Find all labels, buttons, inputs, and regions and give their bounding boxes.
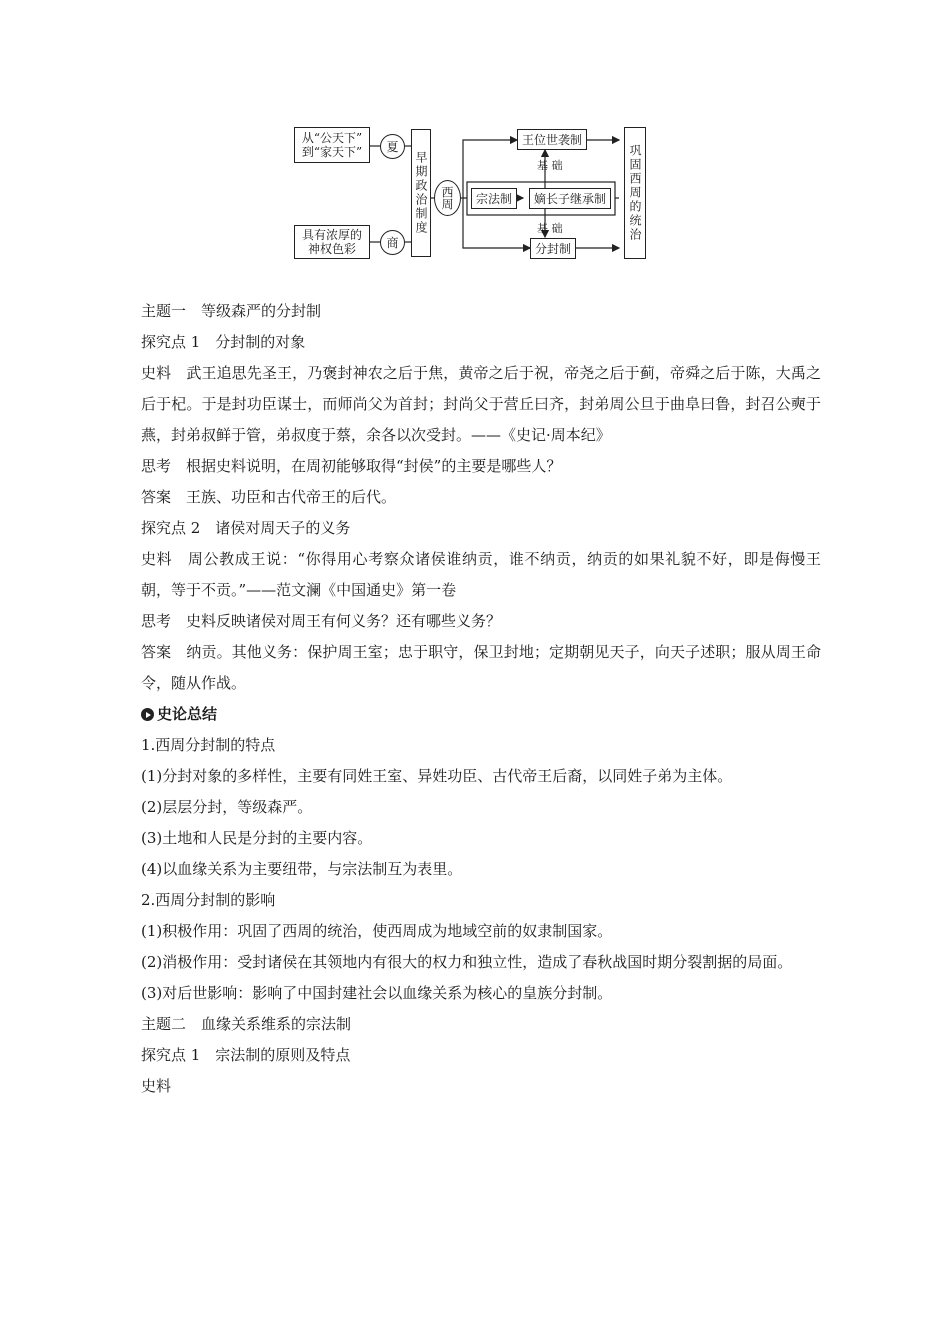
source-material-1: 史料 武王追思先圣王，乃褒封神农之后于焦，黄帝之后于祝，帝尧之后于蓟，帝舜之后于陈，大禹之后于杞。于是封功臣谋士，而师尚父为首封；封尚父于营丘曰齐，封弟周公旦于曲阜曰鲁，封召公奭于燕，封弟叔鲜于管，弟叔度于蔡，余各以次受封。——《史记·周本纪》: [141, 364, 821, 444]
label-to-family: 到“家天下”: [301, 145, 363, 159]
box-consolidate: [624, 127, 646, 259]
circle-western-zhou: [434, 180, 461, 216]
source-material-2: 史料 周公教成王说：“你得用心考察众诸侯谁纳贡，谁不纳贡，纳贡的如果礼貌不好，即是侮慢王朝，等于不贡。”——范文澜《中国通史》第一卷: [141, 550, 821, 599]
label-xia: 夏: [386, 140, 399, 154]
label-consolidate: 巩固西周的统治: [628, 144, 642, 242]
source-material-3: 史料: [141, 1077, 172, 1095]
label-western-zhou: 西周: [440, 186, 454, 210]
box-primogeniture: [529, 188, 611, 209]
summary-label: 史论总结: [157, 705, 218, 723]
theme-heading-2: 主题二 血缘关系维系的宗法制: [141, 1015, 352, 1033]
box-early-politics: [411, 129, 431, 257]
document-body: [141, 296, 821, 1102]
structure-diagram: [292, 124, 652, 264]
label-foundation-top: 基 础: [537, 159, 563, 172]
answer-2: 答案 纳贡。其他义务：保护周王室；忠于职守，保卫封地；定期朝见天子，向天子述职；服从周王命令，随从作战。: [141, 643, 821, 692]
label-kingship: 王位世袭制: [521, 132, 582, 147]
theme-heading-1: 主题一 等级森严的分封制: [141, 302, 322, 320]
box-clan-law: [471, 188, 517, 209]
question-2: 思考 史料反映诸侯对周王有何义务？还有哪些义务？: [141, 612, 502, 630]
label-enfeoffment: 分封制: [534, 241, 571, 256]
box-enfeoffment: [530, 238, 576, 259]
box-theocracy: [294, 225, 370, 259]
box-from-public-to-family: [294, 127, 370, 163]
summary-item-1b: (2)层层分封，等级森严。: [141, 798, 313, 816]
summary-item-2: 2.西周分封制的影响: [141, 891, 276, 909]
exploration-point-2: 探究点 2 诸侯对周天子的义务: [141, 519, 351, 537]
summary-item-1d: (4)以血缘关系为主要纽带，与宗法制互为表里。: [141, 860, 463, 878]
summary-item-1c: (3)土地和人民是分封的主要内容。: [141, 829, 373, 847]
label-early-politics: 早期政治制度: [414, 151, 428, 235]
summary-item-2c: (3)对后世影响：影响了中国封建社会以血缘关系为核心的皇族分封制。: [141, 984, 613, 1002]
circle-shang: [380, 230, 405, 255]
answer-1: 答案 王族、功臣和古代帝王的后代。: [141, 488, 397, 506]
summary-item-2b: (2)消极作用：受封诸侯在其领地内有很大的权力和独立性，造成了春秋战国时期分裂割据的局面。: [141, 953, 793, 971]
summary-item-1a: (1)分封对象的多样性，主要有同姓王室、异姓功臣、古代帝王后裔，以同姓子弟为主体。: [141, 767, 733, 785]
label-shang: 商: [386, 236, 399, 250]
question-1: 思考 根据史料说明，在周初能够取得“封侯”的主要是哪些人？: [141, 457, 562, 475]
circle-xia: [380, 134, 405, 159]
exploration-point-1: 探究点 1 分封制的对象: [141, 333, 306, 351]
summary-item-2a: (1)积极作用：巩固了西周的统治，使西周成为地域空前的奴隶制国家。: [141, 922, 613, 940]
label-clan-law: 宗法制: [475, 191, 512, 206]
exploration-point-3: 探究点 1 宗法制的原则及特点: [141, 1046, 351, 1064]
summary-heading: [141, 699, 821, 730]
label-foundation-bottom: 基 础: [537, 222, 563, 235]
summary-item-1: 1.西周分封制的特点: [141, 736, 276, 754]
label-theocracy-1: 具有浓厚的: [301, 228, 362, 242]
label-primogeniture: 嫡长子继承制: [533, 191, 606, 206]
play-circle-icon: [141, 708, 154, 721]
label-theocracy-2: 神权色彩: [307, 242, 356, 256]
box-kingship: [517, 129, 587, 150]
label-from-public: 从“公天下”: [301, 131, 363, 145]
